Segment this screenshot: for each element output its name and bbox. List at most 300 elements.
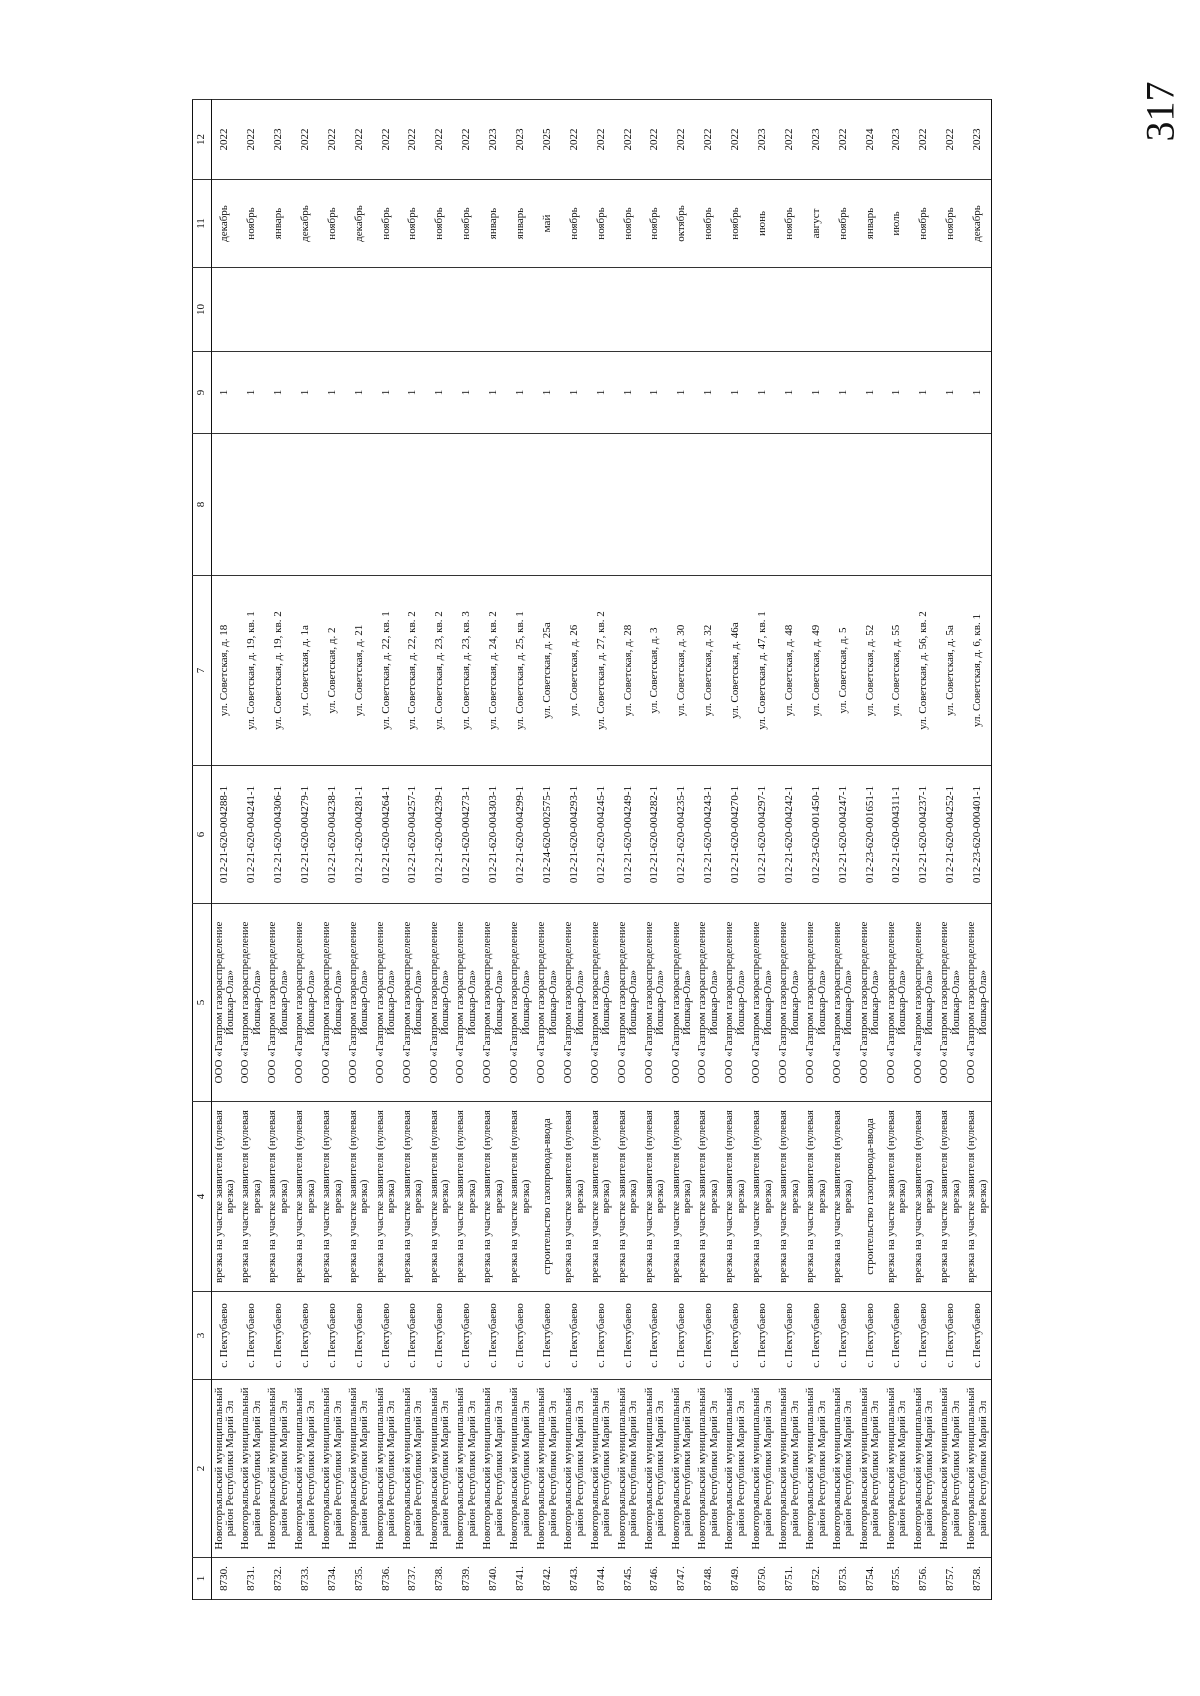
operator-cell: ООО «Газпром газораспределение Йошкар-Ола» [938, 904, 965, 1102]
operator-cell: ООО «Газпром газораспределение Йошкар-Ола» [884, 904, 911, 1102]
table-row [722, 100, 749, 1600]
municipality-cell: Новоторъяльский муниципальный район Республики Марий Эл [776, 1380, 803, 1558]
year-cell: 2022 [212, 100, 239, 180]
municipality-cell: Новоторъяльский муниципальный район Республики Марий Эл [588, 1380, 615, 1558]
table-row [696, 100, 723, 1600]
table-row [373, 100, 400, 1600]
application-code-cell: 012-21-620-004237-1 [911, 766, 938, 904]
work-type-cell: врезка на участке заявителя (нулевая врезка) [427, 1102, 454, 1292]
application-code-cell: 012-21-620-004264-1 [373, 766, 400, 904]
quantity-cell: 1 [346, 352, 373, 434]
address-cell: ул. Советская, д. 1а [292, 576, 319, 766]
quantity-cell: 1 [669, 352, 696, 434]
settlement-cell: с. Пектубаево [696, 1292, 723, 1380]
month-cell: январь [507, 180, 534, 268]
column-10-cell [212, 268, 239, 352]
quantity-cell: 1 [776, 352, 803, 434]
address-cell: ул. Советская, д. 48 [776, 576, 803, 766]
address-cell: ул. Советская, д. 5 [830, 576, 857, 766]
municipality-cell: Новоторъяльский муниципальный район Республики Марий Эл [373, 1380, 400, 1558]
table-row [427, 100, 454, 1600]
work-type-cell: врезка на участке заявителя (нулевая врезка) [669, 1102, 696, 1292]
settlement-cell: с. Пектубаево [561, 1292, 588, 1380]
row-number-cell: 8746. [642, 1558, 669, 1600]
address-cell: ул. Советская, д. 21 [346, 576, 373, 766]
operator-cell: ООО «Газпром газораспределение Йошкар-Ола» [964, 904, 991, 1102]
month-cell: ноябрь [454, 180, 481, 268]
month-cell: ноябрь [427, 180, 454, 268]
quantity-cell: 1 [884, 352, 911, 434]
settlement-cell: с. Пектубаево [292, 1292, 319, 1380]
quantity-cell: 1 [696, 352, 723, 434]
column-10-cell [534, 268, 561, 352]
address-cell: ул. Советская, д. 24, кв. 2 [480, 576, 507, 766]
column-10-cell [480, 268, 507, 352]
municipality-cell: Новоторъяльский муниципальный район Республики Марий Эл [722, 1380, 749, 1558]
settlement-cell: с. Пектубаево [346, 1292, 373, 1380]
work-type-cell: врезка на участке заявителя (нулевая врезка) [938, 1102, 965, 1292]
work-type-cell: врезка на участке заявителя (нулевая врезка) [561, 1102, 588, 1292]
row-number-cell: 8744. [588, 1558, 615, 1600]
column-8-cell [346, 434, 373, 576]
column-10-cell [292, 268, 319, 352]
row-number-cell: 8756. [911, 1558, 938, 1600]
operator-cell: ООО «Газпром газораспределение Йошкар-Ола» [561, 904, 588, 1102]
table-row [480, 100, 507, 1600]
operator-cell: ООО «Газпром газораспределение Йошкар-Ола» [696, 904, 723, 1102]
row-number-cell: 8758. [964, 1558, 991, 1600]
table-row [507, 100, 534, 1600]
month-cell: январь [857, 180, 884, 268]
column-8-cell [722, 434, 749, 576]
month-cell: ноябрь [642, 180, 669, 268]
settlement-cell: с. Пектубаево [480, 1292, 507, 1380]
page-number: 317 [1137, 81, 1183, 142]
row-number-cell: 8752. [803, 1558, 830, 1600]
operator-cell: ООО «Газпром газораспределение Йошкар-Ола» [588, 904, 615, 1102]
address-cell: ул. Советская, д. 28 [615, 576, 642, 766]
work-type-cell: врезка на участке заявителя (нулевая врезка) [319, 1102, 346, 1292]
operator-cell: ООО «Газпром газораспределение Йошкар-Ола» [911, 904, 938, 1102]
address-cell: ул. Советская, д. 22, кв. 2 [400, 576, 427, 766]
address-cell: ул. Советская, д. 25а [534, 576, 561, 766]
quantity-cell: 1 [319, 352, 346, 434]
year-cell: 2022 [292, 100, 319, 180]
month-cell: ноябрь [722, 180, 749, 268]
operator-cell: ООО «Газпром газораспределение Йошкар-Ола» [400, 904, 427, 1102]
operator-cell: ООО «Газпром газораспределение Йошкар-Ола» [265, 904, 292, 1102]
application-code-cell: 012-21-620-004245-1 [588, 766, 615, 904]
settlement-cell: с. Пектубаево [803, 1292, 830, 1380]
operator-cell: ООО «Газпром газораспределение Йошкар-Ола» [722, 904, 749, 1102]
municipality-cell: Новоторъяльский муниципальный район Республики Марий Эл [292, 1380, 319, 1558]
table-row [776, 100, 803, 1600]
quantity-cell: 1 [911, 352, 938, 434]
municipality-cell: Новоторъяльский муниципальный район Республики Марий Эл [938, 1380, 965, 1558]
municipality-cell: Новоторъяльский муниципальный район Республики Марий Эл [696, 1380, 723, 1558]
row-number-cell: 8741. [507, 1558, 534, 1600]
settlement-cell: с. Пектубаево [722, 1292, 749, 1380]
address-cell: ул. Советская, д. 56, кв. 2 [911, 576, 938, 766]
table-row [561, 100, 588, 1600]
register-rows [212, 100, 992, 1600]
table-row [642, 100, 669, 1600]
month-cell: июнь [749, 180, 776, 268]
settlement-cell: с. Пектубаево [588, 1292, 615, 1380]
municipality-cell: Новоторъяльский муниципальный район Республики Марий Эл [561, 1380, 588, 1558]
application-code-cell: 012-21-620-004297-1 [749, 766, 776, 904]
quantity-cell: 1 [803, 352, 830, 434]
settlement-cell: с. Пектубаево [776, 1292, 803, 1380]
application-code-cell: 012-23-620-001450-1 [803, 766, 830, 904]
column-header: 10 [193, 268, 212, 352]
settlement-cell: с. Пектубаево [938, 1292, 965, 1380]
column-10-cell [803, 268, 830, 352]
address-cell: ул. Советская, д. 23, кв. 3 [454, 576, 481, 766]
column-10-cell [776, 268, 803, 352]
month-cell: ноябрь [400, 180, 427, 268]
column-10-cell [669, 268, 696, 352]
table-row [319, 100, 346, 1600]
year-cell: 2023 [749, 100, 776, 180]
work-type-cell: врезка на участке заявителя (нулевая врезка) [642, 1102, 669, 1292]
application-code-cell: 012-21-620-004303-1 [480, 766, 507, 904]
column-10-cell [830, 268, 857, 352]
row-number-cell: 8748. [696, 1558, 723, 1600]
municipality-cell: Новоторъяльский муниципальный район Республики Марий Эл [265, 1380, 292, 1558]
gas-connection-register-table [192, 99, 992, 1600]
column-header: 3 [193, 1292, 212, 1380]
settlement-cell: с. Пектубаево [911, 1292, 938, 1380]
municipality-cell: Новоторъяльский муниципальный район Республики Марий Эл [480, 1380, 507, 1558]
month-cell: ноябрь [238, 180, 265, 268]
column-10-cell [615, 268, 642, 352]
address-cell: ул. Советская, д. 52 [857, 576, 884, 766]
table-row [238, 100, 265, 1600]
column-8-cell [884, 434, 911, 576]
application-code-cell: 012-21-620-004249-1 [615, 766, 642, 904]
settlement-cell: с. Пектубаево [615, 1292, 642, 1380]
work-type-cell: врезка на участке заявителя (нулевая врезка) [749, 1102, 776, 1292]
operator-cell: ООО «Газпром газораспределение Йошкар-Ола» [238, 904, 265, 1102]
quantity-cell: 1 [427, 352, 454, 434]
column-10-cell [938, 268, 965, 352]
settlement-cell: с. Пектубаево [534, 1292, 561, 1380]
application-code-cell: 012-21-620-004235-1 [669, 766, 696, 904]
column-header: 12 [193, 100, 212, 180]
month-cell: декабрь [346, 180, 373, 268]
month-cell: ноябрь [373, 180, 400, 268]
year-cell: 2023 [265, 100, 292, 180]
column-10-cell [319, 268, 346, 352]
application-code-cell: 012-24-620-002575-1 [534, 766, 561, 904]
work-type-cell: врезка на участке заявителя (нулевая врезка) [803, 1102, 830, 1292]
year-cell: 2022 [669, 100, 696, 180]
row-number-cell: 8754. [857, 1558, 884, 1600]
month-cell: декабрь [292, 180, 319, 268]
month-cell: январь [265, 180, 292, 268]
table-row [615, 100, 642, 1600]
column-header: 2 [193, 1380, 212, 1558]
municipality-cell: Новоторъяльский муниципальный район Республики Марий Эл [857, 1380, 884, 1558]
application-code-cell: 012-21-620-004288-1 [212, 766, 239, 904]
table-row [346, 100, 373, 1600]
column-header: 5 [193, 904, 212, 1102]
column-8-cell [319, 434, 346, 576]
year-cell: 2022 [642, 100, 669, 180]
column-10-cell [238, 268, 265, 352]
row-number-cell: 8732. [265, 1558, 292, 1600]
work-type-cell: врезка на участке заявителя (нулевая врезка) [830, 1102, 857, 1292]
month-cell: ноябрь [911, 180, 938, 268]
operator-cell: ООО «Газпром газораспределение Йошкар-Ола» [615, 904, 642, 1102]
municipality-cell: Новоторъяльский муниципальный район Республики Марий Эл [212, 1380, 239, 1558]
address-cell: ул. Советская, д. 47, кв. 1 [749, 576, 776, 766]
application-code-cell: 012-21-620-004238-1 [319, 766, 346, 904]
column-8-cell [561, 434, 588, 576]
table-row [588, 100, 615, 1600]
column-header: 11 [193, 180, 212, 268]
operator-cell: ООО «Газпром газораспределение Йошкар-Ола» [534, 904, 561, 1102]
month-cell: ноябрь [615, 180, 642, 268]
operator-cell: ООО «Газпром газораспределение Йошкар-Ола» [427, 904, 454, 1102]
column-8-cell [776, 434, 803, 576]
column-8-cell [615, 434, 642, 576]
address-cell: ул. Советская, д. 25, кв. 1 [507, 576, 534, 766]
year-cell: 2022 [319, 100, 346, 180]
column-header: 6 [193, 766, 212, 904]
month-cell: декабрь [212, 180, 239, 268]
quantity-cell: 1 [857, 352, 884, 434]
row-number-cell: 8739. [454, 1558, 481, 1600]
column-8-cell [642, 434, 669, 576]
row-number-cell: 8755. [884, 1558, 911, 1600]
month-cell: октябрь [669, 180, 696, 268]
column-8-cell [911, 434, 938, 576]
municipality-cell: Новоторъяльский муниципальный район Республики Марий Эл [749, 1380, 776, 1558]
quantity-cell: 1 [615, 352, 642, 434]
municipality-cell: Новоторъяльский муниципальный район Республики Марий Эл [911, 1380, 938, 1558]
column-header: 1 [193, 1558, 212, 1600]
application-code-cell: 012-21-620-004252-1 [938, 766, 965, 904]
table-row [911, 100, 938, 1600]
column-8-cell [938, 434, 965, 576]
column-8-cell [696, 434, 723, 576]
address-cell: ул. Советская, д. 46а [722, 576, 749, 766]
row-number-cell: 8734. [319, 1558, 346, 1600]
work-type-cell: врезка на участке заявителя (нулевая врезка) [480, 1102, 507, 1292]
month-cell: ноябрь [938, 180, 965, 268]
application-code-cell: 012-21-620-004257-1 [400, 766, 427, 904]
operator-cell: ООО «Газпром газораспределение Йошкар-Ола» [749, 904, 776, 1102]
column-8-cell [803, 434, 830, 576]
column-number-header-row [193, 100, 212, 1600]
row-number-cell: 8747. [669, 1558, 696, 1600]
table-row [534, 100, 561, 1600]
quantity-cell: 1 [480, 352, 507, 434]
work-type-cell: врезка на участке заявителя (нулевая врезка) [400, 1102, 427, 1292]
quantity-cell: 1 [830, 352, 857, 434]
row-number-cell: 8731. [238, 1558, 265, 1600]
work-type-cell: врезка на участке заявителя (нулевая врезка) [265, 1102, 292, 1292]
quantity-cell: 1 [938, 352, 965, 434]
quantity-cell: 1 [400, 352, 427, 434]
work-type-cell: врезка на участке заявителя (нулевая врезка) [884, 1102, 911, 1292]
rotated-register-table [192, 100, 989, 1600]
operator-cell: ООО «Газпром газораспределение Йошкар-Ола» [212, 904, 239, 1102]
address-cell: ул. Советская, д. 32 [696, 576, 723, 766]
address-cell: ул. Советская, д. 49 [803, 576, 830, 766]
year-cell: 2023 [507, 100, 534, 180]
work-type-cell: врезка на участке заявителя (нулевая врезка) [212, 1102, 239, 1292]
municipality-cell: Новоторъяльский муниципальный район Республики Марий Эл [319, 1380, 346, 1558]
column-8-cell [588, 434, 615, 576]
year-cell: 2022 [830, 100, 857, 180]
settlement-cell: с. Пектубаево [400, 1292, 427, 1380]
settlement-cell: с. Пектубаево [857, 1292, 884, 1380]
operator-cell: ООО «Газпром газораспределение Йошкар-Ола» [830, 904, 857, 1102]
month-cell: декабрь [964, 180, 991, 268]
table-row [830, 100, 857, 1600]
address-cell: ул. Советская, д. 19, кв. 1 [238, 576, 265, 766]
table-row [454, 100, 481, 1600]
table-row [749, 100, 776, 1600]
table-row [400, 100, 427, 1600]
settlement-cell: с. Пектубаево [749, 1292, 776, 1380]
settlement-cell: с. Пектубаево [507, 1292, 534, 1380]
operator-cell: ООО «Газпром газораспределение Йошкар-Ола» [319, 904, 346, 1102]
application-code-cell: 012-21-620-004279-1 [292, 766, 319, 904]
address-cell: ул. Советская, д. 19, кв. 2 [265, 576, 292, 766]
work-type-cell: врезка на участке заявителя (нулевая врезка) [696, 1102, 723, 1292]
row-number-cell: 8737. [400, 1558, 427, 1600]
application-code-cell: 012-23-620-001651-1 [857, 766, 884, 904]
operator-cell: ООО «Газпром газораспределение Йошкар-Ола» [669, 904, 696, 1102]
year-cell: 2023 [803, 100, 830, 180]
operator-cell: ООО «Газпром газораспределение Йошкар-Ола» [776, 904, 803, 1102]
work-type-cell: врезка на участке заявителя (нулевая врезка) [292, 1102, 319, 1292]
municipality-cell: Новоторъяльский муниципальный район Республики Марий Эл [238, 1380, 265, 1558]
settlement-cell: с. Пектубаево [669, 1292, 696, 1380]
address-cell: ул. Советская, д. 30 [669, 576, 696, 766]
work-type-cell: врезка на участке заявителя (нулевая врезка) [911, 1102, 938, 1292]
table-row [857, 100, 884, 1600]
column-10-cell [964, 268, 991, 352]
settlement-cell: с. Пектубаево [454, 1292, 481, 1380]
column-8-cell [669, 434, 696, 576]
application-code-cell: 012-21-620-004306-1 [265, 766, 292, 904]
quantity-cell: 1 [507, 352, 534, 434]
column-10-cell [884, 268, 911, 352]
table-row [803, 100, 830, 1600]
year-cell: 2023 [964, 100, 991, 180]
column-10-cell [722, 268, 749, 352]
application-code-cell: 012-21-620-004243-1 [696, 766, 723, 904]
row-number-cell: 8735. [346, 1558, 373, 1600]
column-header: 7 [193, 576, 212, 766]
year-cell: 2022 [346, 100, 373, 180]
operator-cell: ООО «Газпром газораспределение Йошкар-Ола» [480, 904, 507, 1102]
year-cell: 2022 [911, 100, 938, 180]
row-number-cell: 8743. [561, 1558, 588, 1600]
quantity-cell: 1 [238, 352, 265, 434]
row-number-cell: 8742. [534, 1558, 561, 1600]
column-10-cell [857, 268, 884, 352]
column-8-cell [238, 434, 265, 576]
work-type-cell: врезка на участке заявителя (нулевая врезка) [454, 1102, 481, 1292]
year-cell: 2024 [857, 100, 884, 180]
address-cell: ул. Советская, д. 18 [212, 576, 239, 766]
application-code-cell: 012-21-620-004311-1 [884, 766, 911, 904]
column-8-cell [427, 434, 454, 576]
column-10-cell [911, 268, 938, 352]
operator-cell: ООО «Газпром газораспределение Йошкар-Ола» [642, 904, 669, 1102]
row-number-cell: 8751. [776, 1558, 803, 1600]
application-code-cell: 012-21-620-004270-1 [722, 766, 749, 904]
column-8-cell [212, 434, 239, 576]
column-10-cell [400, 268, 427, 352]
year-cell: 2022 [400, 100, 427, 180]
address-cell: ул. Советская, д. 26 [561, 576, 588, 766]
operator-cell: ООО «Газпром газораспределение Йошкар-Ола» [857, 904, 884, 1102]
quantity-cell: 1 [964, 352, 991, 434]
year-cell: 2025 [534, 100, 561, 180]
year-cell: 2022 [588, 100, 615, 180]
work-type-cell: врезка на участке заявителя (нулевая врезка) [722, 1102, 749, 1292]
row-number-cell: 8738. [427, 1558, 454, 1600]
municipality-cell: Новоторъяльский муниципальный район Республики Марий Эл [400, 1380, 427, 1558]
column-8-cell [265, 434, 292, 576]
month-cell: ноябрь [696, 180, 723, 268]
municipality-cell: Новоторъяльский муниципальный район Республики Марий Эл [669, 1380, 696, 1558]
year-cell: 2022 [722, 100, 749, 180]
month-cell: август [803, 180, 830, 268]
address-cell: ул. Советская, д. 2 [319, 576, 346, 766]
column-10-cell [265, 268, 292, 352]
month-cell: ноябрь [561, 180, 588, 268]
municipality-cell: Новоторъяльский муниципальный район Республики Марий Эл [830, 1380, 857, 1558]
column-10-cell [561, 268, 588, 352]
year-cell: 2022 [776, 100, 803, 180]
year-cell: 2022 [454, 100, 481, 180]
address-cell: ул. Советская, д. 6, кв. 1 [964, 576, 991, 766]
column-8-cell [454, 434, 481, 576]
column-10-cell [642, 268, 669, 352]
row-number-cell: 8736. [373, 1558, 400, 1600]
quantity-cell: 1 [373, 352, 400, 434]
application-code-cell: 012-21-620-004247-1 [830, 766, 857, 904]
municipality-cell: Новоторъяльский муниципальный район Республики Марий Эл [884, 1380, 911, 1558]
application-code-cell: 012-21-620-004241-1 [238, 766, 265, 904]
column-header: 8 [193, 434, 212, 576]
column-10-cell [454, 268, 481, 352]
year-cell: 2022 [373, 100, 400, 180]
municipality-cell: Новоторъяльский муниципальный район Республики Марий Эл [615, 1380, 642, 1558]
year-cell: 2022 [561, 100, 588, 180]
year-cell: 2022 [615, 100, 642, 180]
column-8-cell [373, 434, 400, 576]
operator-cell: ООО «Газпром газораспределение Йошкар-Ола» [507, 904, 534, 1102]
year-cell: 2022 [938, 100, 965, 180]
work-type-cell: врезка на участке заявителя (нулевая врезка) [373, 1102, 400, 1292]
operator-cell: ООО «Газпром газораспределение Йошкар-Ола» [803, 904, 830, 1102]
operator-cell: ООО «Газпром газораспределение Йошкар-Ола» [454, 904, 481, 1102]
application-code-cell: 012-21-620-004293-1 [561, 766, 588, 904]
work-type-cell: врезка на участке заявителя (нулевая врезка) [615, 1102, 642, 1292]
column-8-cell [400, 434, 427, 576]
column-10-cell [507, 268, 534, 352]
settlement-cell: с. Пектубаево [642, 1292, 669, 1380]
